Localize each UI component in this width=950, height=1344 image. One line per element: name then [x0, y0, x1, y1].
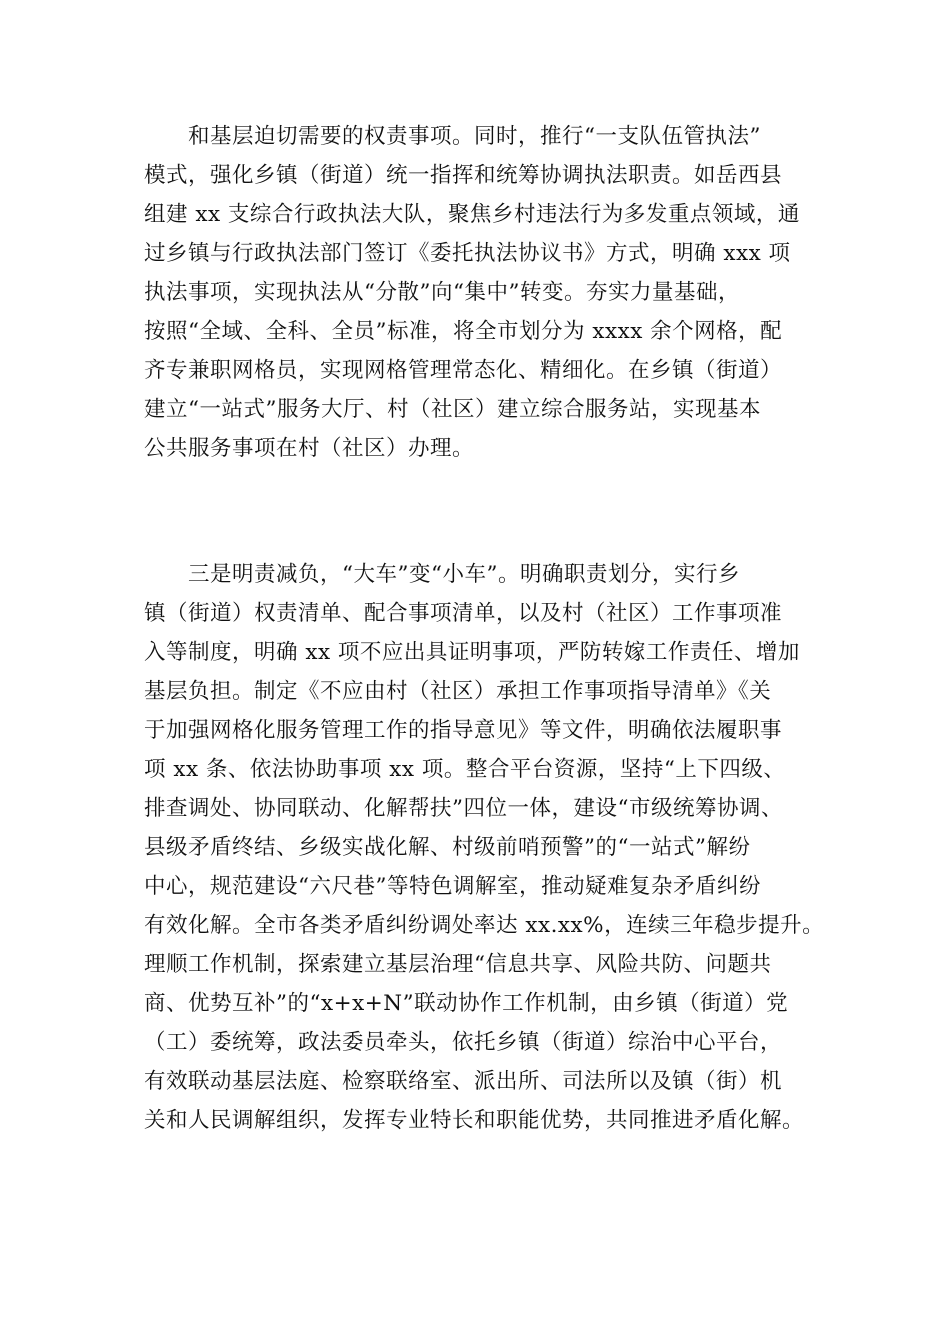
- paragraph-line: 和基层迫切需要的权责事项。同时，推行“一支队伍管执法”: [188, 124, 761, 149]
- paragraph-line: 有效化解。全市各类矛盾纠纷调处率达 xx.xx%，连续三年稳步提升。: [144, 913, 825, 938]
- paragraph-line: 商、优势互补”的“x+x+N”联动协作工作机制，由乡镇（街道）党: [144, 991, 789, 1016]
- paragraph-line: 模式，强化乡镇（街道）统一指挥和统筹协调执法职责。如岳西县: [144, 163, 783, 188]
- paragraph-line: 理顺工作机制，探索建立基层治理“信息共享、风险共防、问题共: [144, 952, 772, 977]
- paragraph-line: 于加强网格化服务管理工作的指导意见》等文件，明确依法履职事: [144, 718, 783, 743]
- paragraph-line: 有效联动基层法庭、检察联络室、派出所、司法所以及镇（街）机: [144, 1069, 783, 1094]
- paragraph-line: 镇（街道）权责清单、配合事项清单，以及村（社区）工作事项准: [144, 601, 783, 626]
- paragraph-line: （工）委统筹，政法委员牵头，依托乡镇（街道）综治中心平台，: [144, 1030, 783, 1055]
- paragraph-line: 三是明责减负，“大车”变“小车”。明确职责划分，实行乡: [188, 562, 740, 587]
- paragraph-line: 项 xx 条、依法协助事项 xx 项。整合平台资源，坚持“上下四级、: [144, 757, 786, 782]
- paragraph-line: 齐专兼职网格员，实现网格管理常态化、精细化。在乡镇（街道）: [144, 358, 783, 383]
- paragraph-line: 按照“全域、全科、全员”标准，将全市划分为 xxxx 余个网格，配: [144, 319, 783, 344]
- paragraph-line: 关和人民调解组织，发挥专业特长和职能优势，共同推进矛盾化解。: [144, 1108, 805, 1133]
- paragraph-line: 基层负担。制定《不应由村（社区）承担工作事项指导清单》《关: [144, 679, 772, 704]
- paragraph-1: [144, 117, 814, 468]
- paragraph-line: 执法事项，实现执法从“分散”向“集中”转变。夯实力量基础，: [144, 280, 740, 305]
- paragraph-line: 过乡镇与行政执法部门签订《委托执法协议书》方式，明确 xxx 项: [144, 241, 791, 266]
- paragraph-2: [144, 555, 825, 1140]
- paragraph-line: 排查调处、协同联动、化解帮扶”四位一体，建设“市级统筹协调、: [144, 796, 783, 821]
- paragraph-line: 公共服务事项在村（社区）办理。: [144, 436, 475, 461]
- paragraph-line: 建立“一站式”服务大厅、村（社区）建立综合服务站，实现基本: [144, 397, 761, 422]
- paragraph-line: 中心，规范建设“六尺巷”等特色调解室，推动疑难复杂矛盾纠纷: [144, 874, 761, 899]
- paragraph-line: 组建 xx 支综合行政执法大队，聚焦乡村违法行为多发重点领域，通: [144, 202, 800, 227]
- paragraph-line: 县级矛盾终结、乡级实战化解、村级前哨预警”的“一站式”解纷: [144, 835, 751, 860]
- paragraph-line: 入等制度，明确 xx 项不应出具证明事项，严防转嫁工作责任、增加: [144, 640, 800, 665]
